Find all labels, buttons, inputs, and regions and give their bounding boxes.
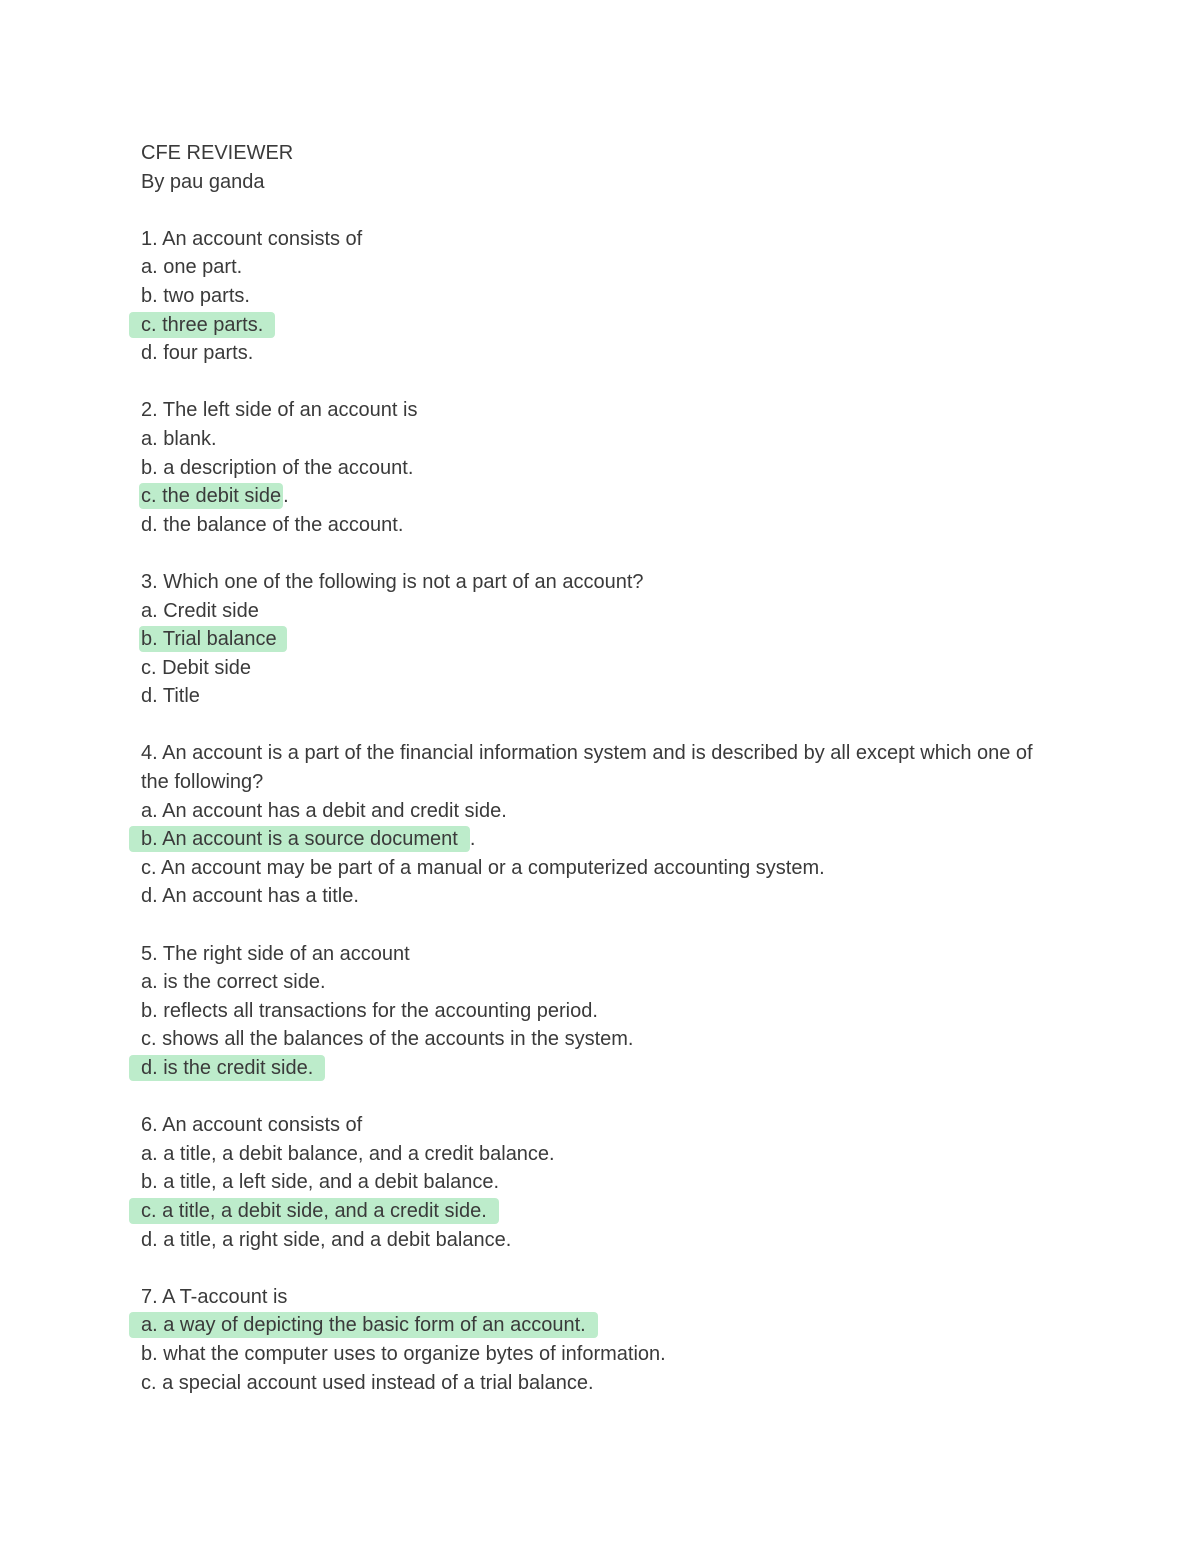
question-6	[141, 1111, 1061, 1254]
option-d: d. An account has a title.	[141, 885, 359, 908]
question-stem: 1. An account consists of	[141, 227, 363, 250]
option-b: b. two parts.	[141, 284, 250, 307]
option-c-answer	[141, 482, 1061, 511]
option-a-answer	[141, 1311, 1061, 1340]
option-tail: .	[283, 485, 289, 508]
option-a: a. is the correct side.	[141, 971, 326, 994]
question-stem: 3. Which one of the following is not a part of an account?	[141, 570, 644, 593]
question-3	[141, 568, 1061, 711]
option-a: a. one part.	[141, 256, 243, 279]
spacer	[141, 1254, 1061, 1283]
option-c: c. An account may be part of a manual or a computerized accounting system.	[141, 856, 825, 879]
answer-highlight: d. is the credit side.	[129, 1055, 325, 1081]
option-d-answer	[141, 1054, 1061, 1083]
doc-title: CFE REVIEWER	[141, 142, 294, 164]
option-a: a. An account has a debit and credit side.	[141, 799, 507, 822]
question-7	[141, 1283, 1061, 1397]
option-d: d. Title	[141, 685, 200, 708]
answer-highlight: c. three parts.	[129, 312, 275, 338]
spacer	[141, 196, 1061, 225]
option-c: c. a special account used instead of a trial balance.	[141, 1371, 594, 1394]
option-d: d. four parts.	[141, 342, 254, 365]
option-c: c. shows all the balances of the accounts in the system.	[141, 1028, 634, 1051]
option-a: a. blank.	[141, 427, 217, 450]
option-b: b. what the computer uses to organize bytes of information.	[141, 1342, 666, 1365]
spacer	[141, 539, 1061, 568]
spacer	[141, 368, 1061, 397]
spacer	[141, 711, 1061, 740]
question-stem: 6. An account consists of	[141, 1114, 363, 1137]
option-b: b. a description of the account.	[141, 456, 414, 479]
option-d: d. a title, a right side, and a debit balance.	[141, 1228, 512, 1251]
question-1	[141, 225, 1061, 368]
option-b-answer	[141, 825, 1061, 854]
answer-highlight: b. Trial balance	[139, 626, 287, 652]
answer-highlight: c. a title, a debit side, and a credit side.	[129, 1198, 499, 1224]
question-stem: 4. An account is a part of the financial information system and is described by all except which one of the following?	[141, 742, 1033, 794]
spacer	[141, 1083, 1061, 1112]
option-tail: .	[469, 828, 476, 851]
question-5	[141, 940, 1061, 1083]
question-4	[141, 739, 1061, 911]
option-a: a. a title, a debit balance, and a credit balance.	[141, 1142, 555, 1165]
option-c: c. Debit side	[141, 656, 252, 679]
doc-author: By pau ganda	[141, 170, 265, 193]
option-c-answer	[141, 1197, 1061, 1226]
question-stem: 5. The right side of an account	[141, 942, 410, 965]
option-c-answer	[141, 311, 1061, 340]
option-b: b. reflects all transactions for the accounting period.	[141, 999, 598, 1022]
option-a: a. Credit side	[141, 599, 259, 622]
option-b-answer	[141, 625, 1061, 654]
answer-highlight: b. An account is a source document	[129, 826, 470, 852]
question-2	[141, 396, 1061, 539]
question-stem: 2. The left side of an account is	[141, 399, 418, 422]
option-d: d. the balance of the account.	[141, 513, 404, 536]
spacer	[141, 911, 1061, 940]
option-b: b. a title, a left side, and a debit balance.	[141, 1171, 500, 1194]
document-page	[141, 139, 1061, 1397]
answer-highlight: c. the debit side	[141, 485, 282, 508]
question-stem: 7. A T-account is	[141, 1285, 288, 1308]
answer-highlight: a. a way of depicting the basic form of an account.	[129, 1312, 598, 1338]
